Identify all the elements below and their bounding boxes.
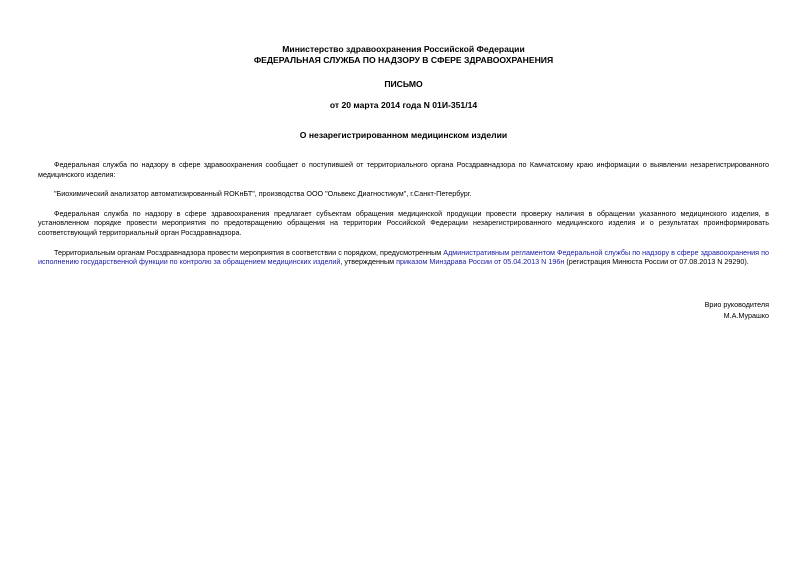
letter-body <box>38 160 769 267</box>
paragraph-4-text-3: (регистрация Минюста России от 07.08.2013 N 29290). <box>564 257 749 267</box>
paragraph-4-text-2: , утвержденным <box>340 257 397 267</box>
document-header <box>38 44 769 66</box>
paragraph-4-text-1: Территориальным органам Росздравнадзора провести мероприятия в соответствии с порядком, предусмотренным <box>54 247 444 257</box>
document-page <box>38 44 769 320</box>
order-link[interactable]: приказом Минздрава России от 05.04.2013 N 196н <box>396 257 565 267</box>
service-name: ФЕДЕРАЛЬНАЯ СЛУЖБА ПО НАДЗОРУ В СФЕРЕ ЗДРАВООХРАНЕНИЯ <box>253 55 554 65</box>
paragraph-1: Федеральная служба по надзору в сфере здравоохранения сообщает о поступившей от территориального органа Росздравнадзора по Камчатскому краю информации о выявлении незарегистрированного медицинского изделия: <box>38 160 769 179</box>
signature-block <box>705 300 769 321</box>
paragraph-2: "Биохимический анализатор автоматизированный ROKнБТ", производства ООО "Ольвекс Диагностикум", г.Санкт-Петербург. <box>54 189 472 199</box>
paragraph-4 <box>38 248 769 267</box>
signature-name: М.А.Мурашко <box>723 310 769 320</box>
paragraph-3: Федеральная служба по надзору в сфере здравоохранения предлагает субъектам обращения медицинской продукции провести проверку наличия в обращении указанного медицинского изделия, в установленном порядке провести мероприятия по предотвращению обращения на территории Российской Федерации незарегистрированного медицинского изделия и о результатах проинформировать соответствующий территориальный орган Росздравнадзора. <box>38 208 769 237</box>
letter-subject: О незарегистрированном медицинском изделии <box>299 130 508 140</box>
regulation-link[interactable]: Административным регламентом Федеральной службы по надзору в сфере здравоохранения по исполнению государственной функции по контролю за обращением медицинских изделий <box>38 247 769 267</box>
letter-date-number: от 20 марта 2014 года N 01И-351/14 <box>329 100 478 110</box>
signature-position: Врио руководителя <box>704 300 769 309</box>
letter-type: ПИСЬМО <box>384 79 423 89</box>
ministry-name: Министерство здравоохранения Российской Федерации <box>282 44 525 54</box>
